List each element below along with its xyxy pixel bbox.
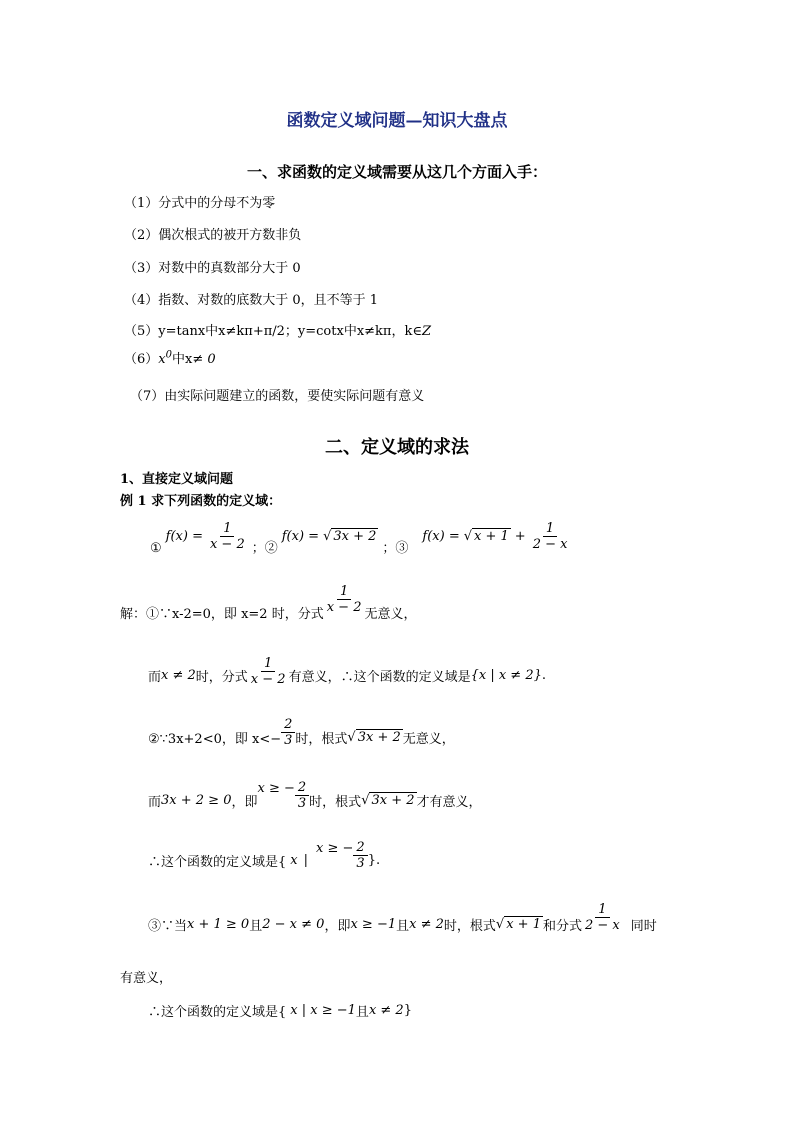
item-text: （6） (124, 352, 159, 367)
math-expr: x ≠ 2 (368, 1003, 404, 1018)
math-expr: x ≠ 2 (409, 917, 444, 932)
solution-text: 而 (148, 670, 162, 685)
solution-text: ∴这个函数的定义域是{ (148, 1005, 287, 1020)
radicand: x + 1 (506, 917, 541, 932)
fraction (324, 584, 365, 615)
list-item: （7）由实际问题建立的函数，要使实际问题有意义 (130, 389, 425, 404)
sqrt-expr: √ x + 1 (495, 917, 541, 932)
fraction (582, 902, 623, 933)
solution-3-domain (148, 1001, 412, 1020)
solution-text: 且 (355, 1005, 369, 1020)
solution-text: ③∵当 (148, 919, 188, 934)
list-item: （3）对数中的真数部分大于 0 (124, 261, 301, 276)
fraction (295, 780, 309, 811)
solution-text: 且 (249, 919, 263, 934)
section-heading-2: 二、定义域的求法 (325, 437, 469, 458)
sqrt-expr: √ 3x + 2 (347, 730, 401, 745)
solution-2-cont (148, 780, 482, 811)
solution-text: ，即 (324, 919, 351, 934)
solution-text: } (403, 1003, 412, 1018)
solution-text: 时，根式 (443, 919, 496, 934)
solution-text: 同时 (630, 919, 657, 934)
fraction (207, 521, 248, 552)
math-expr: x ≠ 2 (161, 668, 196, 683)
math-sup: 0 (165, 349, 172, 361)
fraction (353, 840, 367, 871)
item-text: 中x (172, 352, 193, 367)
math-expr: x | x ≥ −1 (290, 1003, 356, 1018)
numerator: 1 (543, 521, 557, 537)
set-expr: {x | x ≠ 2} (470, 668, 542, 683)
math-expr: x ≥ − (316, 841, 354, 856)
numerator: 2 (353, 840, 367, 856)
page-title: 函数定义域问题—知识大盘点 (286, 111, 508, 131)
denominator: x − 2 (209, 537, 245, 552)
solution-text: 且 (396, 919, 410, 934)
solution-3-line2: 有意义， (120, 971, 173, 986)
denominator: x − 2 (250, 672, 286, 687)
example-label: 例 1 求下列函数的定义域： (120, 494, 282, 509)
math-expr: ≠ 0 (192, 352, 216, 367)
fraction (281, 717, 295, 748)
radicand: 3x + 2 (357, 730, 401, 745)
denominator: 3 (297, 796, 307, 811)
solution-text: ②∵3x+2<0，即 x<− (148, 732, 282, 747)
list-item (124, 320, 431, 339)
sqrt-expr: √ 3x + 2 (361, 793, 415, 808)
list-item (124, 348, 216, 367)
math-expr: x + 1 ≥ 0 (187, 917, 250, 932)
example-functions (150, 517, 570, 556)
solution-text: 有意义，∴这个函数的定义域是 (288, 670, 471, 685)
denominator: 3 (356, 856, 365, 871)
solution-text: ，即 (231, 795, 258, 810)
separator: ；② (251, 541, 278, 556)
solution-text: 时，根式 (295, 732, 348, 747)
numerator: 1 (220, 521, 234, 537)
section-heading-1: 一、求函数的定义域需要从这几个方面入手： (246, 163, 547, 181)
solution-text: 时，根式 (309, 795, 362, 810)
solution-text: 无意义， (364, 607, 417, 622)
sqrt-expr: √ x + 1 (463, 529, 509, 544)
denominator: 2 − x (584, 918, 620, 933)
solution-2 (148, 717, 455, 748)
sqrt-expr: √ 3x + 2 (323, 529, 377, 544)
numerator: 2 (281, 717, 295, 733)
math-expr: x ≥ −1 (350, 917, 397, 932)
math-expr: 2 − x ≠ 0 (262, 917, 325, 932)
radicand: 3x + 2 (371, 793, 415, 808)
numerator: 1 (337, 584, 351, 600)
solution-text: }. (367, 853, 381, 868)
solution-text: . (541, 668, 546, 683)
solution-text: 才有意义， (416, 795, 482, 810)
math-expr: f(x) = (281, 529, 320, 544)
solution-text: 无意义， (402, 732, 455, 747)
fraction (530, 521, 571, 552)
list-item: （2）偶次根式的被开方数非负 (124, 228, 302, 243)
radicand: x + 1 (474, 529, 509, 544)
radicand: 3x + 2 (333, 529, 377, 544)
math-expr: x (158, 352, 166, 367)
set-symbol: Z (421, 324, 432, 339)
solution-text: 解：①∵x-2=0，即 x=2 时，分式 (120, 607, 324, 622)
item-text: （5）y=tanx中x≠kπ+π/2；y=cotx中x≠kπ，k∈ (124, 324, 422, 339)
solution-text: ∴这个函数的定义域是{ (148, 855, 287, 870)
denominator: 2 − x (532, 537, 568, 552)
subheading: 1、直接定义域问题 (120, 472, 234, 487)
math-expr: | (303, 853, 309, 868)
solution-2-domain (148, 840, 381, 871)
denominator: 3 (284, 733, 293, 748)
numerator: 1 (261, 656, 275, 672)
circled-1: ① (150, 541, 162, 556)
separator: ；③ (382, 541, 409, 556)
solution-1-cont (148, 656, 546, 687)
solution-3 (148, 902, 657, 934)
math-expr: 3x + 2 ≥ 0 (161, 793, 232, 808)
denominator: x − 2 (326, 600, 362, 615)
solution-1 (120, 584, 417, 622)
solution-text: 而 (148, 795, 162, 810)
list-item: （4）指数、对数的底数大于 0，且不等于 1 (124, 293, 379, 308)
math-expr: f(x) = (422, 529, 460, 544)
math-expr: f(x) = (165, 529, 203, 544)
math-expr: + (514, 529, 526, 544)
math-expr: x ≥ − (257, 781, 295, 796)
numerator: 2 (295, 780, 309, 796)
solution-text: 和分式 (542, 919, 582, 934)
math-expr: x (290, 853, 298, 868)
list-item: （1）分式中的分母不为零 (124, 196, 276, 211)
numerator: 1 (595, 902, 609, 918)
solution-text: 时，分式 (195, 670, 248, 685)
fraction (248, 656, 289, 687)
